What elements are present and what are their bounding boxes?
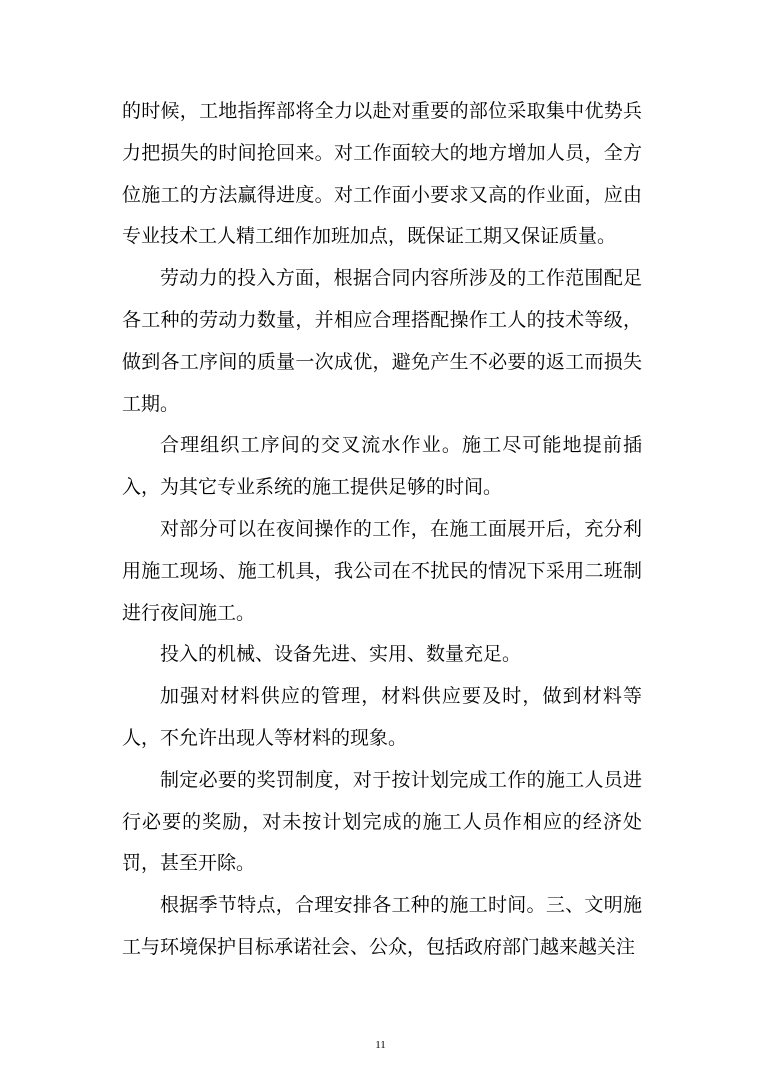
paragraph-2: 劳动力的投入方面，根据合同内容所涉及的工作范围配足各工种的劳动力数量，并相应合理搭配操作工人的技术等级，做到各工序间的质量一次成优，避免产生不必要的返工而损失工期。	[122, 267, 642, 415]
paragraph-3: 合理组织工序间的交叉流水作业。施工尽可能地提前插入，为其它专业系统的施工提供足够的时间。	[122, 434, 642, 499]
body-text	[122, 91, 642, 969]
paragraph-7: 制定必要的奖罚制度，对于按计划完成工作的施工人员进行必要的奖励，对未按计划完成的施工人员作相应的经济处罚，甚至开除。	[122, 768, 642, 875]
paragraph-5: 投入的机械、设备先进、实用、数量充足。	[160, 643, 522, 666]
paragraph-8: 根据季节特点，合理安排各工种的施工时间。三、文明施工与环境保护目标承诺社会、公众，包括政府部门越来越关注	[122, 894, 642, 958]
paragraph-1: 的时候，工地指挥部将全力以赴对重要的部位采取集中优势兵力把损失的时间抢回来。对工作面较大的地方增加人员，全方位施工的方法赢得进度。对工作面小要求又高的作业面，应由专业技术工人精工细作加班加点，既保证工期又保证质量。	[122, 100, 642, 248]
page-number: 11	[375, 1039, 386, 1051]
paragraph-6: 加强对材料供应的管理，材料供应要及时，做到材料等人，不允许出现人等材料的现象。	[122, 685, 642, 749]
paragraph-4: 对部分可以在夜间操作的工作，在施工面展开后，充分利用施工现场、施工机具，我公司在不扰民的情况下采用二班制进行夜间施工。	[122, 517, 642, 624]
